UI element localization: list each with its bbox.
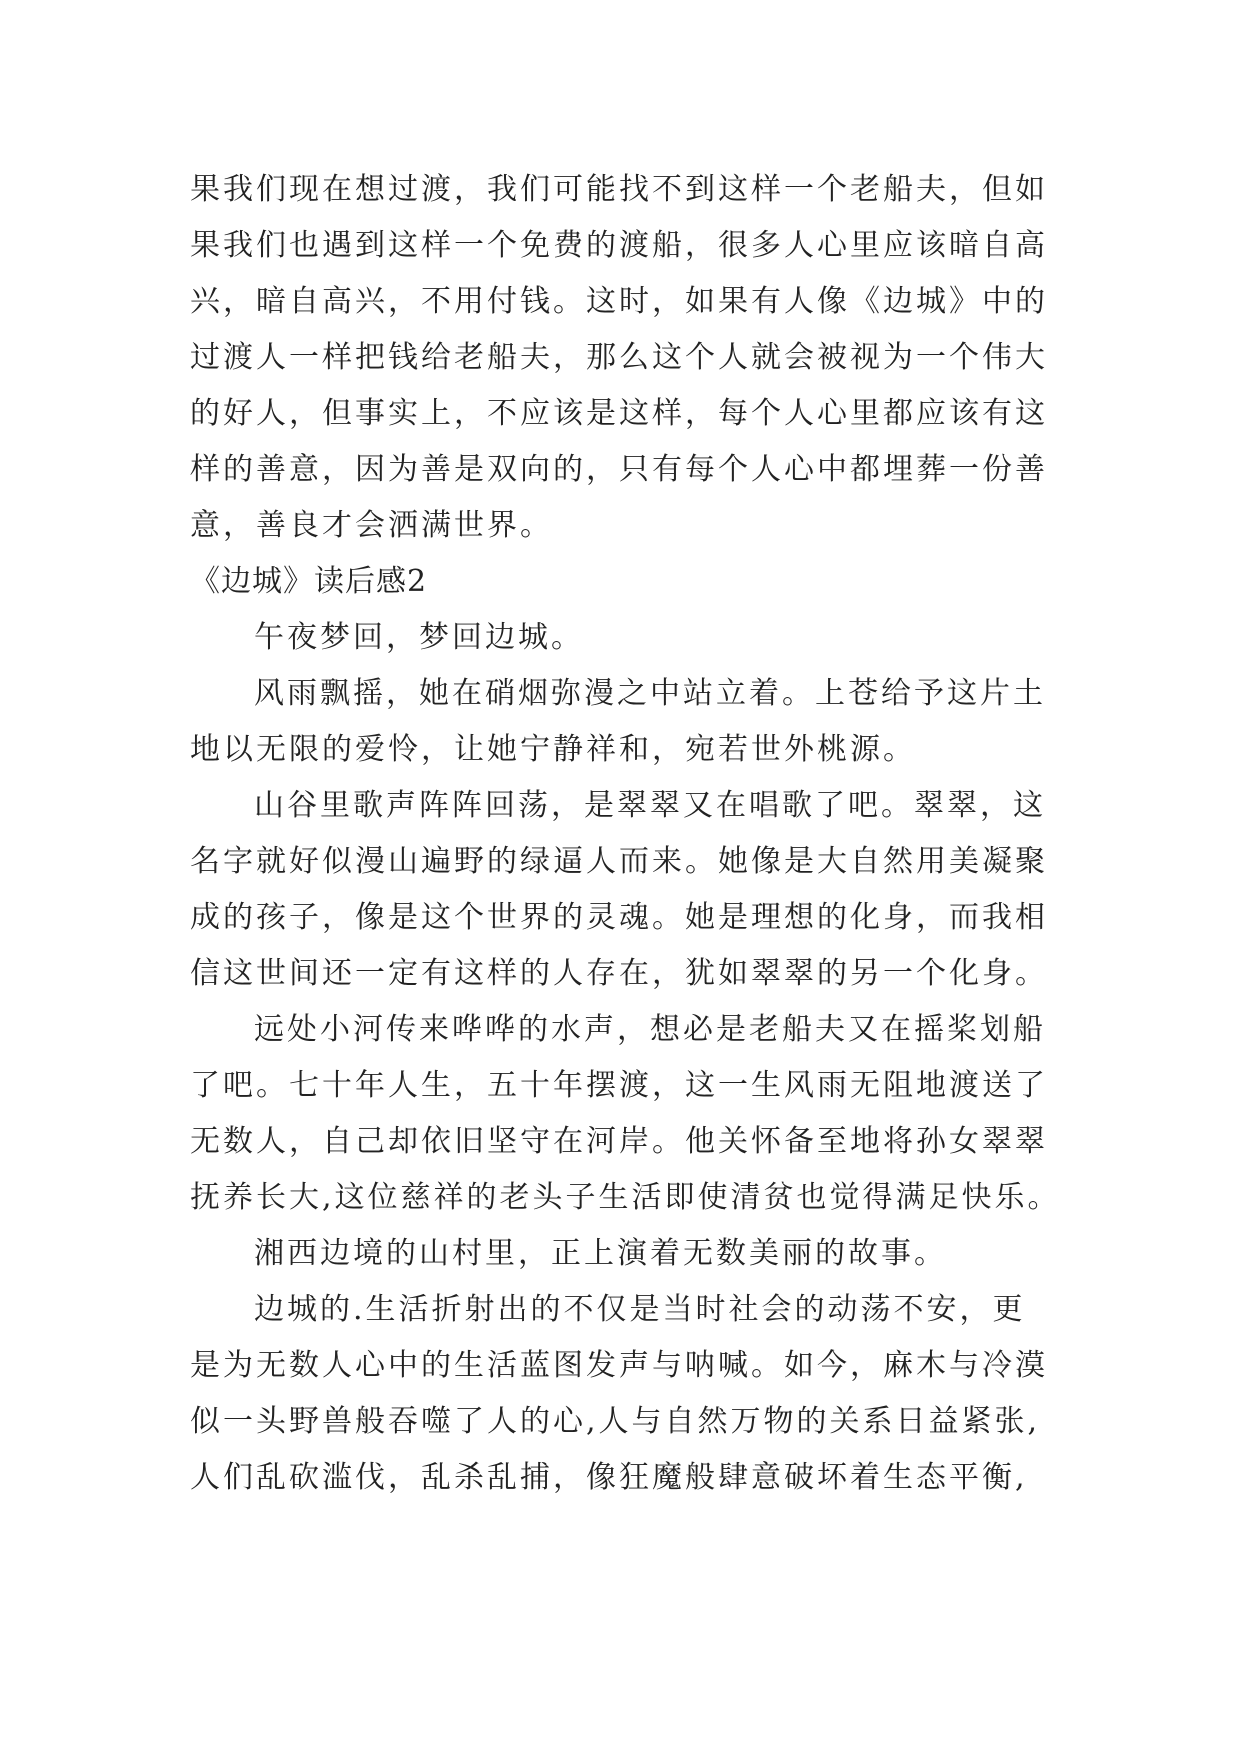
paragraph-5 [190,1226,1070,1282]
text-line: 无数人，自己却依旧坚守在河岸。他关怀备至地将孙女翠翠 [190,1124,1048,1159]
text-line: 人们乱砍滥伐，乱杀乱捕，像狂魔般肆意破坏着生态平衡, [190,1460,1028,1495]
text-line: 名字就好似漫山遍野的绿逼人而来。她像是大自然用美凝聚 [190,844,1048,879]
paragraph-6 [190,1282,1070,1506]
text-line: 样的善意，因为善是双向的，只有每个人心中都埋葬一份善 [190,452,1048,487]
text-line: 边城的.生活折射出的不仅是当时社会的动荡不安，更 [254,1292,1026,1327]
text-line: 成的孩子，像是这个世界的灵魂。她是理想的化身，而我相 [190,900,1048,935]
text-line: 信这世间还一定有这样的人存在，犹如翠翠的另一个化身。 [190,956,1048,991]
document-body [190,162,1070,1506]
text-line: 山谷里歌声阵阵回荡，是翠翠又在唱歌了吧。翠翠，这 [254,788,1046,823]
text-line: 意，善良才会洒满世界。 [190,508,553,543]
paragraph-4 [190,1002,1070,1226]
text-line: 抚养长大,这位慈祥的老头子生活即使清贫也觉得满足快乐。 [190,1180,1061,1215]
text-line: 的好人，但事实上，不应该是这样，每个人心里都应该有这 [190,396,1048,431]
text-line: 果我们也遇到这样一个免费的渡船，很多人心里应该暗自高 [190,228,1048,263]
text-line: 风雨飘摇，她在硝烟弥漫之中站立着。上苍给予这片土 [254,676,1046,711]
paragraph-continued [190,162,1070,554]
paragraph-2 [190,666,1070,778]
paragraph-3 [190,778,1070,1002]
text-line: 了吧。七十年人生，五十年摆渡，这一生风雨无阻地渡送了 [190,1068,1048,1103]
section-heading: 《边城》读后感2 [190,564,428,599]
text-line: 湘西边境的山村里，正上演着无数美丽的故事。 [254,1236,947,1271]
text-line: 兴，暗自高兴，不用付钱。这时，如果有人像《边城》中的 [190,284,1048,319]
text-line: 地以无限的爱怜，让她宁静祥和，宛若世外桃源。 [190,732,916,767]
text-line: 远处小河传来哗哗的水声，想必是老船夫又在摇桨划船 [254,1012,1046,1047]
paragraph-1 [190,610,1070,666]
text-line: 过渡人一样把钱给老船夫，那么这个人就会被视为一个伟大 [190,340,1048,375]
text-line: 是为无数人心中的生活蓝图发声与呐喊。如今，麻木与冷漠 [190,1348,1048,1383]
text-line: 果我们现在想过渡，我们可能找不到这样一个老船夫，但如 [190,172,1048,207]
text-line: 似一头野兽般吞噬了人的心,人与自然万物的关系日益紧张, [190,1404,1041,1439]
text-line: 午夜梦回，梦回边城。 [254,620,584,655]
